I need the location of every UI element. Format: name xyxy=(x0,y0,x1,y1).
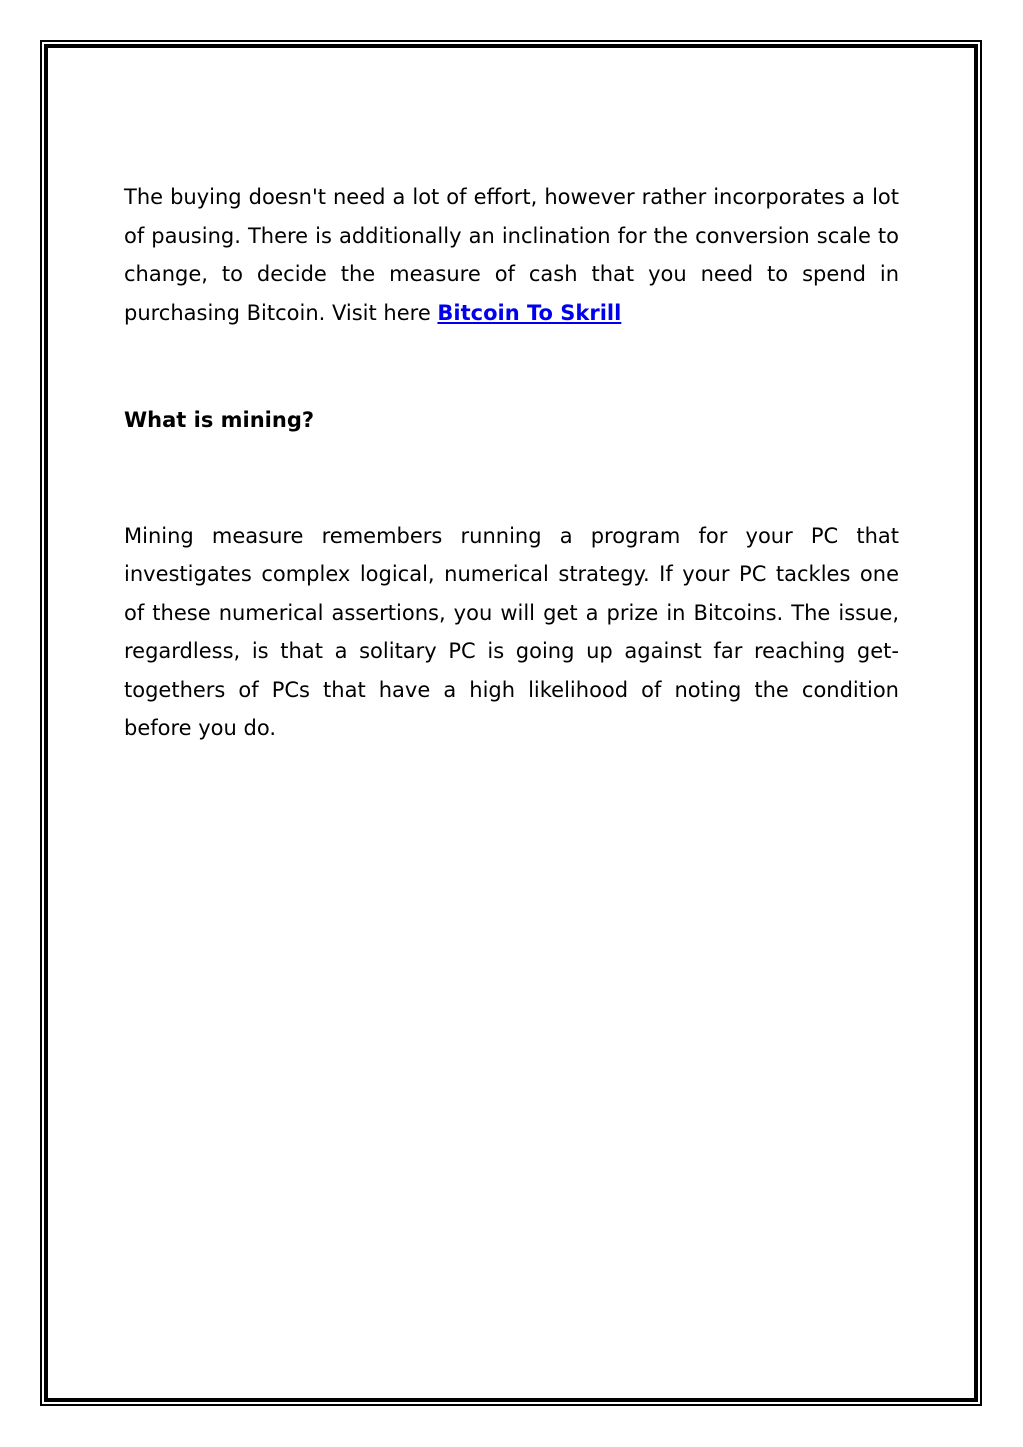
spacer xyxy=(124,440,899,517)
paragraph-buying xyxy=(124,178,899,332)
spacer xyxy=(124,332,899,401)
document-body xyxy=(124,178,899,748)
section-heading-mining: What is mining? xyxy=(124,408,315,432)
bitcoin-to-skrill-link[interactable]: Bitcoin To Skrill xyxy=(437,300,622,325)
paragraph-buying-text: The buying doesn't need a lot of effort, however rather incorporates a lot of pausing. There is additionally an inclination for the conversion scale to change, to decide the measure of cash that you need to spend in purchasing Bitcoin. Visit here xyxy=(124,185,899,325)
paragraph-mining: Mining measure remembers running a program for your PC that investigates complex logical, numerical strategy. If your PC tackles one of these numerical assertions, you will get a prize in Bitcoins. The issue, regardless, is that a solitary PC is going up against far reaching get-togethers of PCs that have a high likelihood of noting the condition before you do. xyxy=(124,523,899,740)
